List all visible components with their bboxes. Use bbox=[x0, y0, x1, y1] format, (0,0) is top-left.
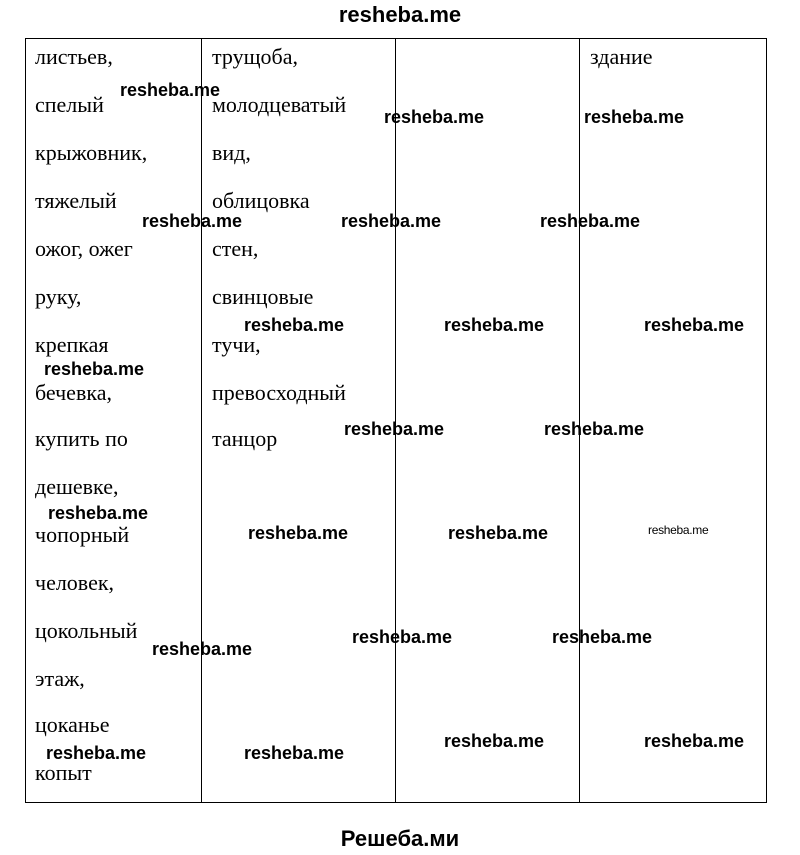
watermark: resheba.me bbox=[244, 743, 345, 763]
watermark: resheba.me bbox=[120, 80, 221, 100]
column-divider bbox=[201, 38, 202, 803]
col1-line: цоканье bbox=[35, 712, 110, 737]
watermark: resheba.me bbox=[142, 211, 243, 231]
col1-line: ожог, ожег bbox=[35, 236, 133, 261]
watermark: resheba.me bbox=[152, 639, 253, 659]
watermark: resheba.me bbox=[544, 419, 645, 439]
watermark: resheba.me bbox=[352, 627, 453, 647]
col2-line: тучи, bbox=[212, 332, 261, 357]
watermark: resheba.me bbox=[444, 731, 545, 751]
watermark: resheba.me bbox=[344, 419, 445, 439]
col1-line: тяжелый bbox=[35, 188, 117, 213]
watermark: resheba.me bbox=[648, 523, 709, 537]
col2-line: облицовка bbox=[212, 188, 310, 213]
col2-line: трущоба, bbox=[212, 44, 298, 69]
col2-line: превосходный bbox=[212, 380, 346, 405]
watermark: resheba.me bbox=[644, 315, 745, 335]
col1-line: руку, bbox=[35, 284, 82, 309]
col1-line: этаж, bbox=[35, 666, 85, 691]
watermark: resheba.me bbox=[584, 107, 685, 127]
watermark: resheba.me bbox=[384, 107, 485, 127]
col1-line: цокольный bbox=[35, 618, 138, 643]
watermark: resheba.me bbox=[644, 731, 745, 751]
watermark: resheba.me bbox=[444, 315, 545, 335]
watermark: resheba.me bbox=[341, 211, 442, 231]
col1-line: чопорный bbox=[35, 522, 130, 547]
col1-line: крепкая bbox=[35, 332, 109, 357]
col2-line: молодцеватый bbox=[212, 92, 347, 117]
watermark: resheba.me bbox=[244, 315, 345, 335]
watermark: resheba.me bbox=[248, 523, 349, 543]
col1-line: бечевка, bbox=[35, 380, 112, 405]
watermark: resheba.me bbox=[448, 523, 549, 543]
col2-line: свинцовые bbox=[212, 284, 314, 309]
col1-line: купить по bbox=[35, 426, 128, 451]
site-footer: Решеба.ми bbox=[340, 826, 460, 851]
col2-line: вид, bbox=[212, 140, 251, 165]
col1-line: копыт bbox=[35, 760, 92, 785]
watermark: resheba.me bbox=[44, 359, 145, 379]
watermark: resheba.me bbox=[552, 627, 653, 647]
col2-line: танцор bbox=[212, 426, 278, 451]
site-header: resheba.me bbox=[338, 2, 462, 27]
col2-line: стен, bbox=[212, 236, 259, 261]
col1-line: дешевке, bbox=[35, 474, 119, 499]
watermark: resheba.me bbox=[46, 743, 147, 763]
col1-line: человек, bbox=[35, 570, 115, 595]
watermark: resheba.me bbox=[48, 503, 149, 523]
col1-line: крыжовник, bbox=[35, 140, 148, 165]
watermark: resheba.me bbox=[540, 211, 641, 231]
col4-line: здание bbox=[590, 44, 653, 69]
col1-line: спелый bbox=[35, 92, 104, 117]
col1-line: листьев, bbox=[35, 44, 113, 69]
